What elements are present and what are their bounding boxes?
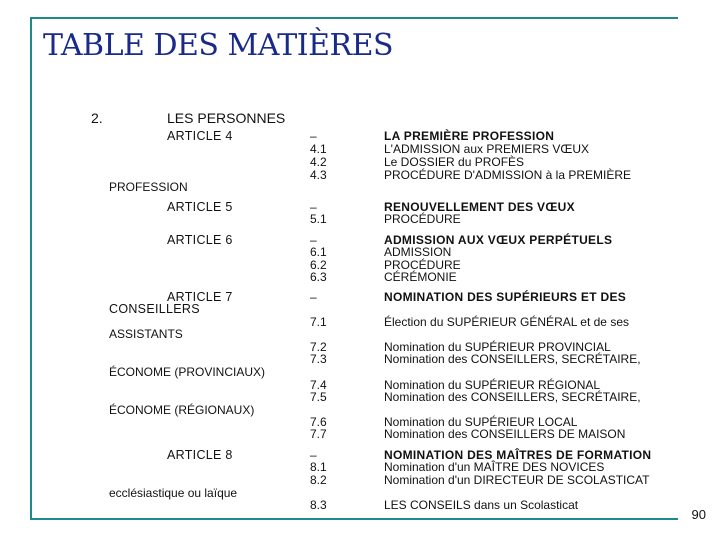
item-text: Nomination d'un MAÎTRE DES NOVICES — [384, 460, 605, 474]
item-text: Nomination du SUPÉRIEUR RÉGIONAL — [384, 378, 601, 392]
item-number: 4.1 — [310, 142, 327, 156]
item-number: 8.1 — [310, 460, 327, 474]
article-4-label: ARTICLE 4 — [167, 129, 233, 143]
article-8-dash: – — [310, 448, 317, 462]
article-6-title: ADMISSION AUX VŒUX PERPÉTUELS — [384, 233, 613, 247]
item-number: 6.2 — [310, 258, 327, 272]
item-text: PROCÉDURE D'ADMISSION à la PREMIÈRE — [384, 168, 632, 182]
item-text: Nomination du SUPÉRIEUR LOCAL — [384, 415, 578, 429]
page-title: TABLE DES MATIÈRES — [43, 28, 394, 63]
item-text: LES CONSEILS dans un Scolasticat — [384, 498, 579, 512]
continuation-fragment: ÉCONOME (PROVINCIAUX) — [109, 365, 266, 379]
item-text: PROCÉDURE — [384, 212, 461, 226]
frame-left-border — [30, 17, 32, 520]
item-number: 8.3 — [310, 498, 327, 512]
article-7-title: NOMINATION DES SUPÉRIEURS ET DES — [384, 290, 627, 304]
article-5-dash: – — [310, 200, 317, 214]
article-8-label: ARTICLE 8 — [167, 448, 233, 462]
section-title: LES PERSONNES — [167, 110, 286, 126]
item-number: 4.3 — [310, 168, 327, 182]
continuation-fragment: ASSISTANTS — [109, 327, 183, 341]
article-4-title: LA PREMIÈRE PROFESSION — [384, 129, 555, 143]
article-7-dash: – — [310, 290, 317, 304]
item-text: Le DOSSIER du PROFÈS — [384, 155, 525, 169]
continuation-fragment: ecclésiastique ou laïque — [109, 486, 238, 500]
article-5-label: ARTICLE 5 — [167, 200, 233, 214]
item-number: 5.1 — [310, 212, 327, 226]
item-text: L'ADMISSION aux PREMIERS VŒUX — [384, 142, 590, 156]
item-text: ADMISSION — [384, 245, 452, 259]
continuation-fragment: PROFESSION — [109, 180, 188, 194]
item-number: 4.2 — [310, 155, 327, 169]
article-8-title: NOMINATION DES MAÎTRES DE FORMATION — [384, 448, 652, 462]
item-number: 7.2 — [310, 340, 327, 354]
item-number: 6.1 — [310, 245, 327, 259]
article-7-label-continuation: CONSEILLERS — [109, 302, 200, 316]
article-7-label: ARTICLE 7 — [167, 290, 233, 304]
item-text: Nomination des CONSEILLERS, SECRÉTAIRE, — [384, 352, 641, 366]
item-number: 7.6 — [310, 415, 327, 429]
article-4-dash: – — [310, 129, 317, 143]
item-text: Nomination d'un DIRECTEUR DE SCOLASTICAT — [384, 473, 650, 487]
page-number: 90 — [691, 507, 706, 522]
frame-bottom-border — [30, 518, 678, 520]
item-text: Élection du SUPÉRIEUR GÉNÉRAL et de ses — [384, 315, 629, 329]
item-number: 7.1 — [310, 315, 327, 329]
item-number: 7.7 — [310, 427, 327, 441]
item-text: PROCÉDURE — [384, 258, 461, 272]
item-text: Nomination du SUPÉRIEUR PROVINCIAL — [384, 340, 611, 354]
section-number: 2. — [91, 110, 103, 126]
article-6-dash: – — [310, 233, 317, 247]
continuation-fragment: ÉCONOME (RÉGIONAUX) — [109, 403, 255, 417]
item-number: 6.3 — [310, 270, 327, 284]
frame-top-border — [30, 17, 678, 19]
item-number: 8.2 — [310, 473, 327, 487]
article-5-title: RENOUVELLEMENT DES VŒUX — [384, 200, 575, 214]
article-6-label: ARTICLE 6 — [167, 233, 233, 247]
item-text: CÉRÉMONIE — [384, 270, 457, 284]
item-number: 7.4 — [310, 378, 327, 392]
item-text: Nomination des CONSEILLERS, SECRÉTAIRE, — [384, 390, 641, 404]
item-text: Nomination des CONSEILLERS DE MAISON — [384, 427, 626, 441]
item-number: 7.5 — [310, 390, 327, 404]
item-number: 7.3 — [310, 352, 327, 366]
